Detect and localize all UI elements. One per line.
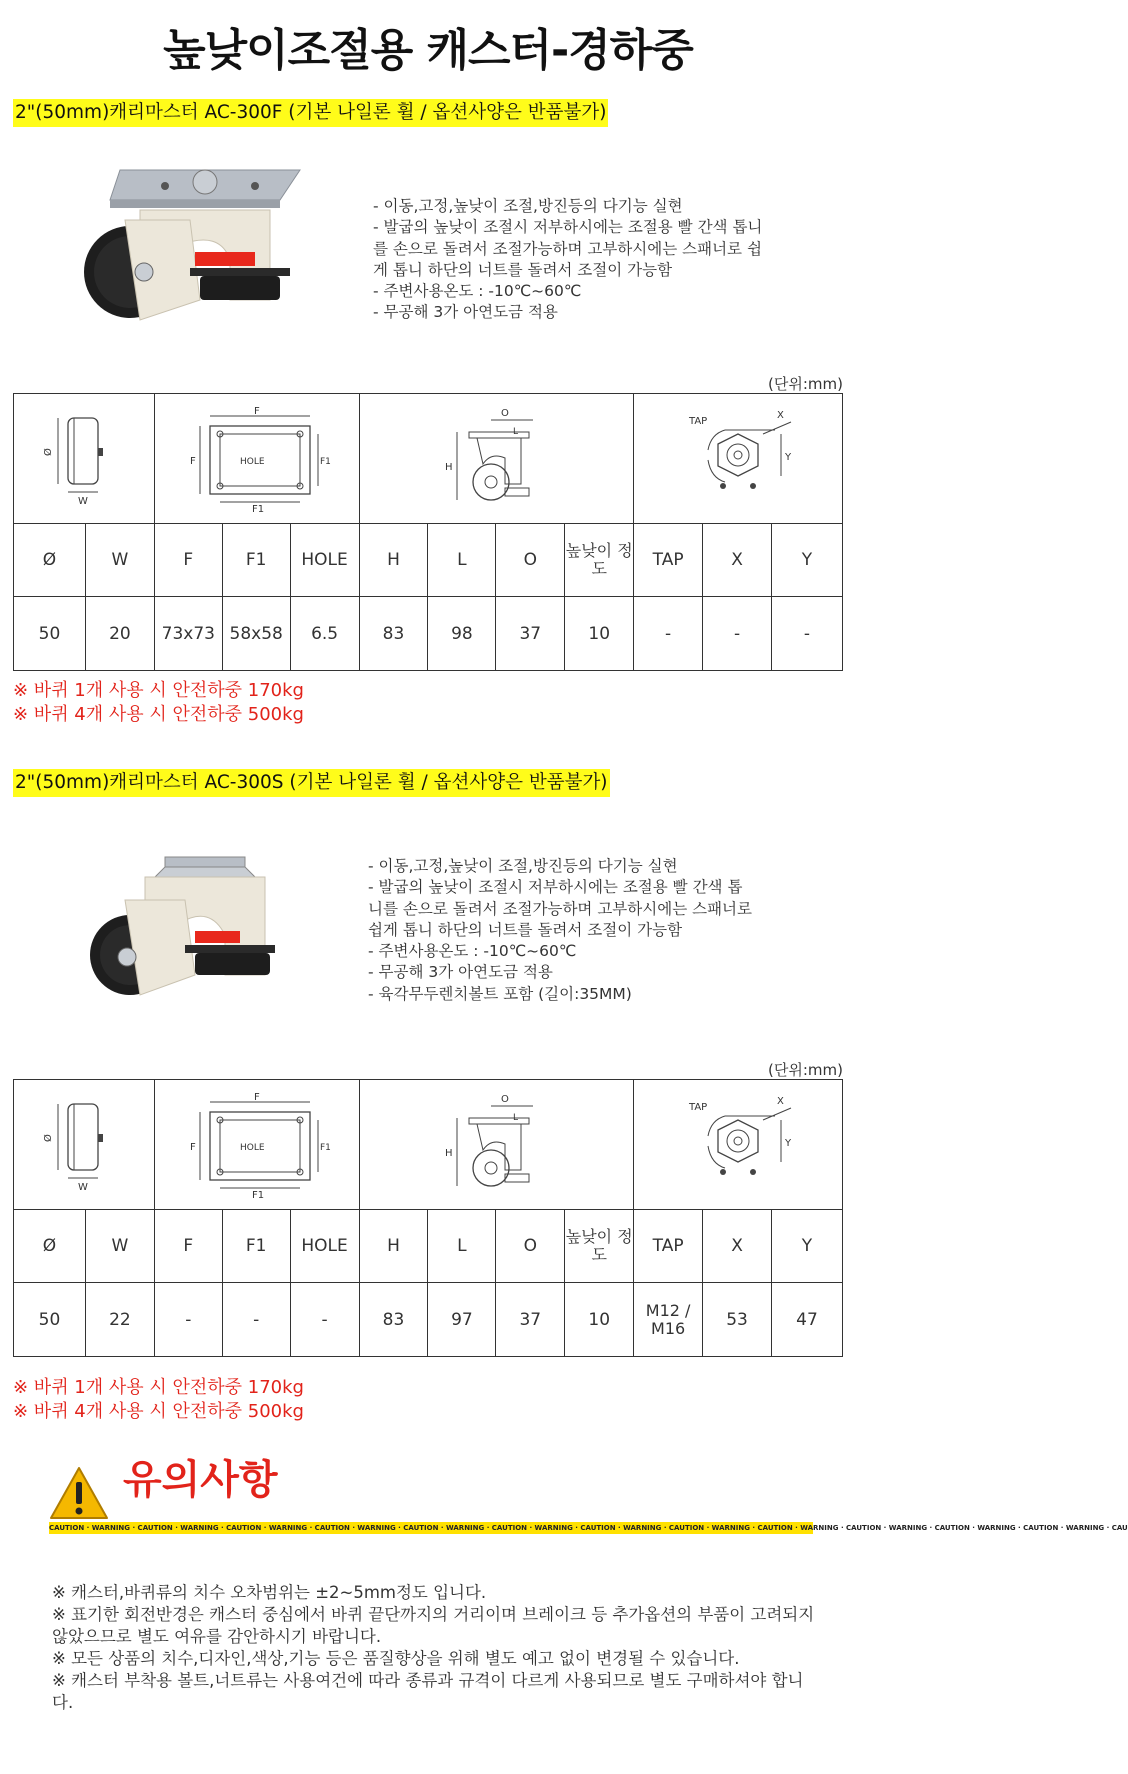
caution-item: ※ 캐스터 부착용 볼트,너트류는 사용여건에 따라 종류과 규격이 다르게 사용되므로 별도 구매하셔야 합니다. xyxy=(52,1671,804,1712)
value-cell: 83 xyxy=(359,597,428,671)
wheel-dimension-drawing xyxy=(14,1080,155,1210)
svg-text:O: O xyxy=(501,407,510,419)
load-note: ※ 바퀴 4개 사용 시 안전하중 500kg xyxy=(13,704,304,725)
value-cell: 83 xyxy=(359,1283,428,1357)
header-cell: O xyxy=(496,1210,565,1283)
svg-text:Y: Y xyxy=(785,1137,792,1149)
side-dimension-drawing xyxy=(359,394,634,524)
plate-dimension-drawing xyxy=(154,394,359,524)
value-cell: - xyxy=(154,1283,222,1357)
svg-text:W: W xyxy=(77,495,88,507)
header-cell: X xyxy=(703,1210,772,1283)
value-cell: 97 xyxy=(428,1283,496,1357)
plate-dimension-drawing xyxy=(154,1080,359,1210)
value-cell: - xyxy=(290,1283,359,1357)
value-cell: 20 xyxy=(85,597,154,671)
svg-text:HOLE: HOLE xyxy=(239,456,265,467)
svg-text:F1: F1 xyxy=(251,1189,264,1201)
svg-text:Ø: Ø xyxy=(42,1133,54,1142)
caution-item: ※ 모든 상품의 치수,디자인,색상,기능 등은 품질향상을 위해 별도 예고 없이 변경될 수 있습니다. xyxy=(52,1649,740,1668)
wheel-dimension-drawing xyxy=(14,394,155,524)
caution-strip: CAUTION · WARNING · CAUTION · WARNING · CAUTION · WARNING · CAUTION · WARNING · CAUTION · WARNING · CAUTION · WARNING · CAUTION · WARNING · CAUTION · WARNING · CAUTION · WARNING · CAUTION · WARNING · CAUTION · WARNING · CAUTION · WARNING · CAU xyxy=(49,1524,1128,1532)
value-cell: - xyxy=(634,597,703,671)
load-note: ※ 바퀴 4개 사용 시 안전하중 500kg xyxy=(13,1401,304,1422)
svg-text:HOLE: HOLE xyxy=(239,1142,265,1153)
value-cell: 50 xyxy=(14,597,86,671)
svg-text:F: F xyxy=(253,405,260,417)
value-cell: - xyxy=(771,597,842,671)
caution-item: ※ 캐스터,바퀴류의 치수 오차범위는 ±2~5mm정도 입니다. xyxy=(52,1583,487,1602)
value-cell: 58x58 xyxy=(222,597,290,671)
header-cell: X xyxy=(703,524,772,597)
value-cell: 53 xyxy=(703,1283,772,1357)
unit-label: (단위:mm) xyxy=(768,375,843,393)
tap-dimension-drawing xyxy=(634,394,843,524)
header-cell: W xyxy=(85,1210,154,1283)
svg-text:F1: F1 xyxy=(251,503,264,515)
caster-photo xyxy=(80,160,300,360)
header-cell: Y xyxy=(771,524,842,597)
value-cell: - xyxy=(703,597,772,671)
value-cell: 22 xyxy=(85,1283,154,1357)
value-cell: 10 xyxy=(565,597,634,671)
load-note: ※ 바퀴 1개 사용 시 안전하중 170kg xyxy=(13,1377,304,1398)
caster-photo xyxy=(85,845,285,1020)
value-cell: 50 xyxy=(14,1283,86,1357)
header-cell: F xyxy=(154,1210,222,1283)
svg-text:TAP: TAP xyxy=(689,1101,708,1113)
svg-text:F: F xyxy=(253,1091,260,1103)
svg-text:Ø: Ø xyxy=(42,447,54,456)
svg-text:Y: Y xyxy=(785,451,792,463)
spec-table xyxy=(13,1079,843,1357)
page-title: 높낮이조절용 캐스터-경하중 xyxy=(163,25,693,76)
value-cell: 10 xyxy=(565,1283,634,1357)
header-cell: 높낮이 정도 xyxy=(565,524,634,597)
svg-text:L: L xyxy=(513,426,519,437)
svg-text:L: L xyxy=(513,1112,519,1123)
svg-text:X: X xyxy=(777,409,784,421)
value-cell: 37 xyxy=(496,1283,565,1357)
header-cell: Ø xyxy=(14,524,86,597)
caution-list xyxy=(52,1582,822,1714)
svg-text:W: W xyxy=(77,1181,88,1193)
svg-text:TAP: TAP xyxy=(689,415,708,427)
product-description: - 이동,고정,높낮이 조절,방진등의 다기능 실현 - 발굽의 높낮이 조절시 저부하시에는 조절용 빨 간색 톱 니를 손으로 돌려서 조절가능하며 고부하시에는 스패너로 쉽게 톱니 하단의 너트를 돌려서 조절이 가능함 - 주변사용온도 : -10℃~60℃ - 무공해 3가 아연도금 적용 - 육각무두렌치볼트 포함 (길이:35MM) xyxy=(368,857,752,1003)
warning-icon xyxy=(49,1466,109,1520)
svg-text:H: H xyxy=(445,461,453,473)
caution-item: ※ 표기한 회전반경은 캐스터 중심에서 바퀴 끝단까지의 거리이며 브레이크 등 추가옵션의 부품이 고려되지 않았으므로 별도 여유를 감안하시기 바랍니다. xyxy=(52,1605,815,1646)
header-cell: TAP xyxy=(634,1210,703,1283)
value-cell: 98 xyxy=(428,597,496,671)
header-cell: Y xyxy=(771,1210,842,1283)
spec-table xyxy=(13,393,843,671)
header-cell: 높낮이 정도 xyxy=(565,1210,634,1283)
header-cell: F1 xyxy=(222,524,290,597)
load-note: ※ 바퀴 1개 사용 시 안전하중 170kg xyxy=(13,680,304,701)
header-cell: HOLE xyxy=(290,524,359,597)
caution-title: 유의사항 xyxy=(123,1457,278,1503)
svg-text:F: F xyxy=(189,455,196,467)
svg-text:O: O xyxy=(501,1093,510,1105)
value-cell: M12 / M16 xyxy=(634,1283,703,1357)
header-cell: H xyxy=(359,1210,428,1283)
svg-text:X: X xyxy=(777,1095,784,1107)
svg-text:H: H xyxy=(445,1147,453,1159)
header-cell: TAP xyxy=(634,524,703,597)
value-cell: 37 xyxy=(496,597,565,671)
svg-text:F1: F1 xyxy=(319,456,331,467)
header-cell: W xyxy=(85,524,154,597)
header-cell: L xyxy=(428,524,496,597)
header-cell: F1 xyxy=(222,1210,290,1283)
product-title: 2"(50mm)캐리마스터 AC-300S (기본 나일론 휠 / 옵션사양은 반품불가) xyxy=(13,769,610,797)
product-description: - 이동,고정,높낮이 조절,방진등의 다기능 실현 - 발굽의 높낮이 조절시 저부하시에는 조절용 빨 간색 톱니 를 손으로 돌려서 조절가능하며 고부하시에는 스패너로 쉽 게 톱니 하단의 너트를 돌려서 조절이 가능함 - 주변사용온도 : -10℃~60℃ - 무공해 3가 아연도금 적용 xyxy=(373,197,763,322)
unit-label: (단위:mm) xyxy=(768,1061,843,1079)
value-cell: - xyxy=(222,1283,290,1357)
header-cell: H xyxy=(359,524,428,597)
header-cell: L xyxy=(428,1210,496,1283)
product-title: 2"(50mm)캐리마스터 AC-300F (기본 나일론 휠 / 옵션사양은 반품불가) xyxy=(13,99,608,127)
svg-text:F: F xyxy=(189,1141,196,1153)
value-cell: 73x73 xyxy=(154,597,222,671)
svg-text:F1: F1 xyxy=(319,1142,331,1153)
tap-dimension-drawing xyxy=(634,1080,843,1210)
value-cell: 6.5 xyxy=(290,597,359,671)
header-cell: F xyxy=(154,524,222,597)
header-cell: O xyxy=(496,524,565,597)
side-dimension-drawing xyxy=(359,1080,634,1210)
header-cell: Ø xyxy=(14,1210,86,1283)
header-cell: HOLE xyxy=(290,1210,359,1283)
value-cell: 47 xyxy=(771,1283,842,1357)
